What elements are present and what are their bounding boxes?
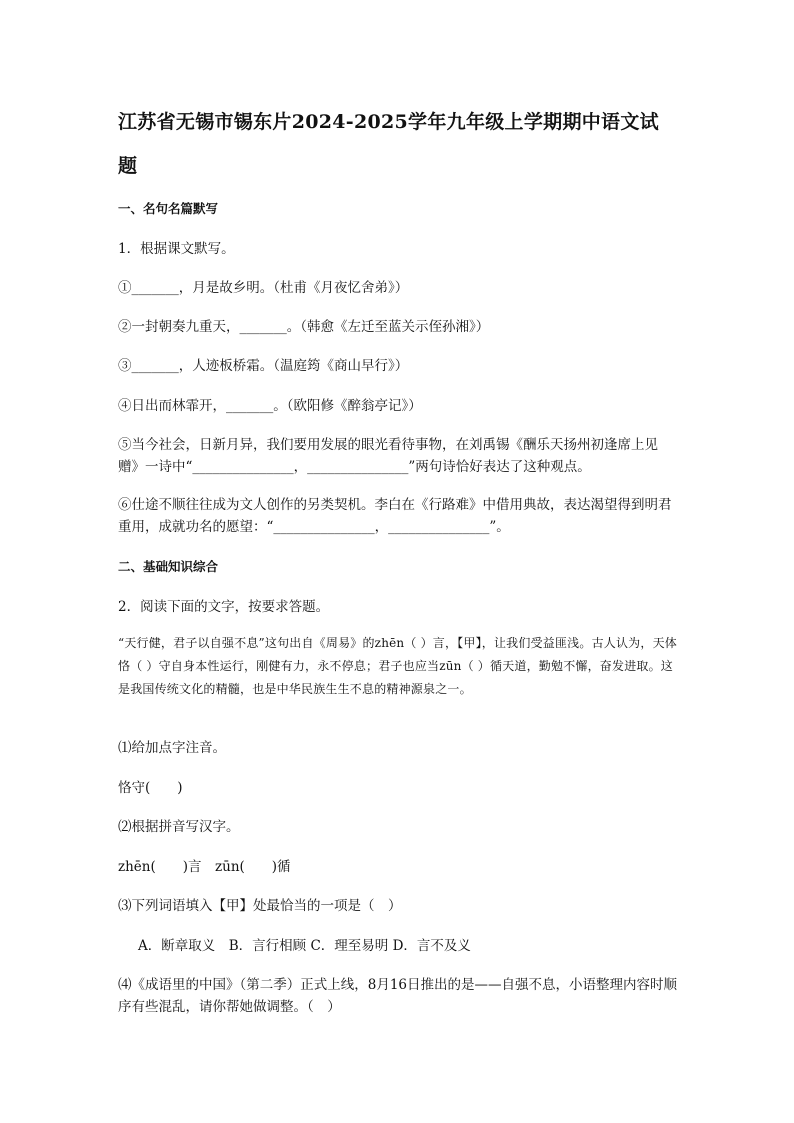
sub-question-4: ⑷《成语里的中国》（第二季）正式上线，8月16日推出的是——自强不息，小语整理内容时顺序有些混乱，请你帮她做调整。（ ） xyxy=(118,977,678,1015)
question-1-item-6: ⑥仕途不顺往往成为文人创作的另类契机。李白在《行路难》中借用典故，表达渴望得到明君重用，成就功名的愿望：“_______________，_______________”。 xyxy=(118,497,672,535)
question-1-item-1: ①_______，月是故乡明。（杜甫《月夜忆舍弟》） xyxy=(118,280,409,296)
sub-question-3-options: A．断章取义 B．言行相顾 C．理至易明 D．言不及义 xyxy=(138,938,471,954)
question-1-item-2: ②一封朝奏九重天，_______。（韩愈《左迁至蓝关示侄孙湘》） xyxy=(118,319,490,335)
sub-question-1: ⑴给加点字注音。 xyxy=(118,740,226,756)
question-2-prompt: 2．阅读下面的文字，按要求答题。 xyxy=(118,599,330,615)
reading-passage: “天行健，君子以自强不息”这句出自《周易》的zhēn（ ）言，【甲】，让我们受益匪浅。古人认为，天体恪（ ）守自身本性运行，刚健有力，永不停息；君子也应当zūn（ ）循天道，勤勉不懈，奋发进取。这是我国传统文化的精髓，也是中华民族生生不息的精神源泉之一。 xyxy=(118,636,677,696)
sub-question-3: ⑶下列词语填入【甲】处最恰当的一项是（ ） xyxy=(118,898,402,914)
sub-question-2: ⑵根据拼音写汉字。 xyxy=(118,819,240,835)
question-1-item-4: ④日出而林霏开，_______。（欧阳修《醉翁亭记》） xyxy=(118,398,422,414)
section-heading-basics: 二、基础知识综合 xyxy=(118,559,219,574)
question-1-item-3: ③_______，人迹板桥霜。（温庭筠《商山早行》） xyxy=(118,358,409,374)
question-1-item-5: ⑤当今社会，日新月异，我们要用发展的眼光看待事物，在刘禹锡《酬乐天扬州初逢席上见赠》一诗中“_______________，_______________”两句诗恰好表达了这种观点。 xyxy=(118,437,658,475)
question-1-prompt: 1．根据课文默写。 xyxy=(118,241,235,257)
sub-question-2-answer: zhēn( )言 zūn( )循 xyxy=(118,859,291,875)
sub-question-1-answer: 恪守( ) xyxy=(118,780,183,796)
page-title: 江苏省无锡市锡东片2024-2025学年九年级上学期期中语文试题 xyxy=(118,111,659,177)
section-heading-recitation: 一、名句名篇默写 xyxy=(118,201,219,216)
